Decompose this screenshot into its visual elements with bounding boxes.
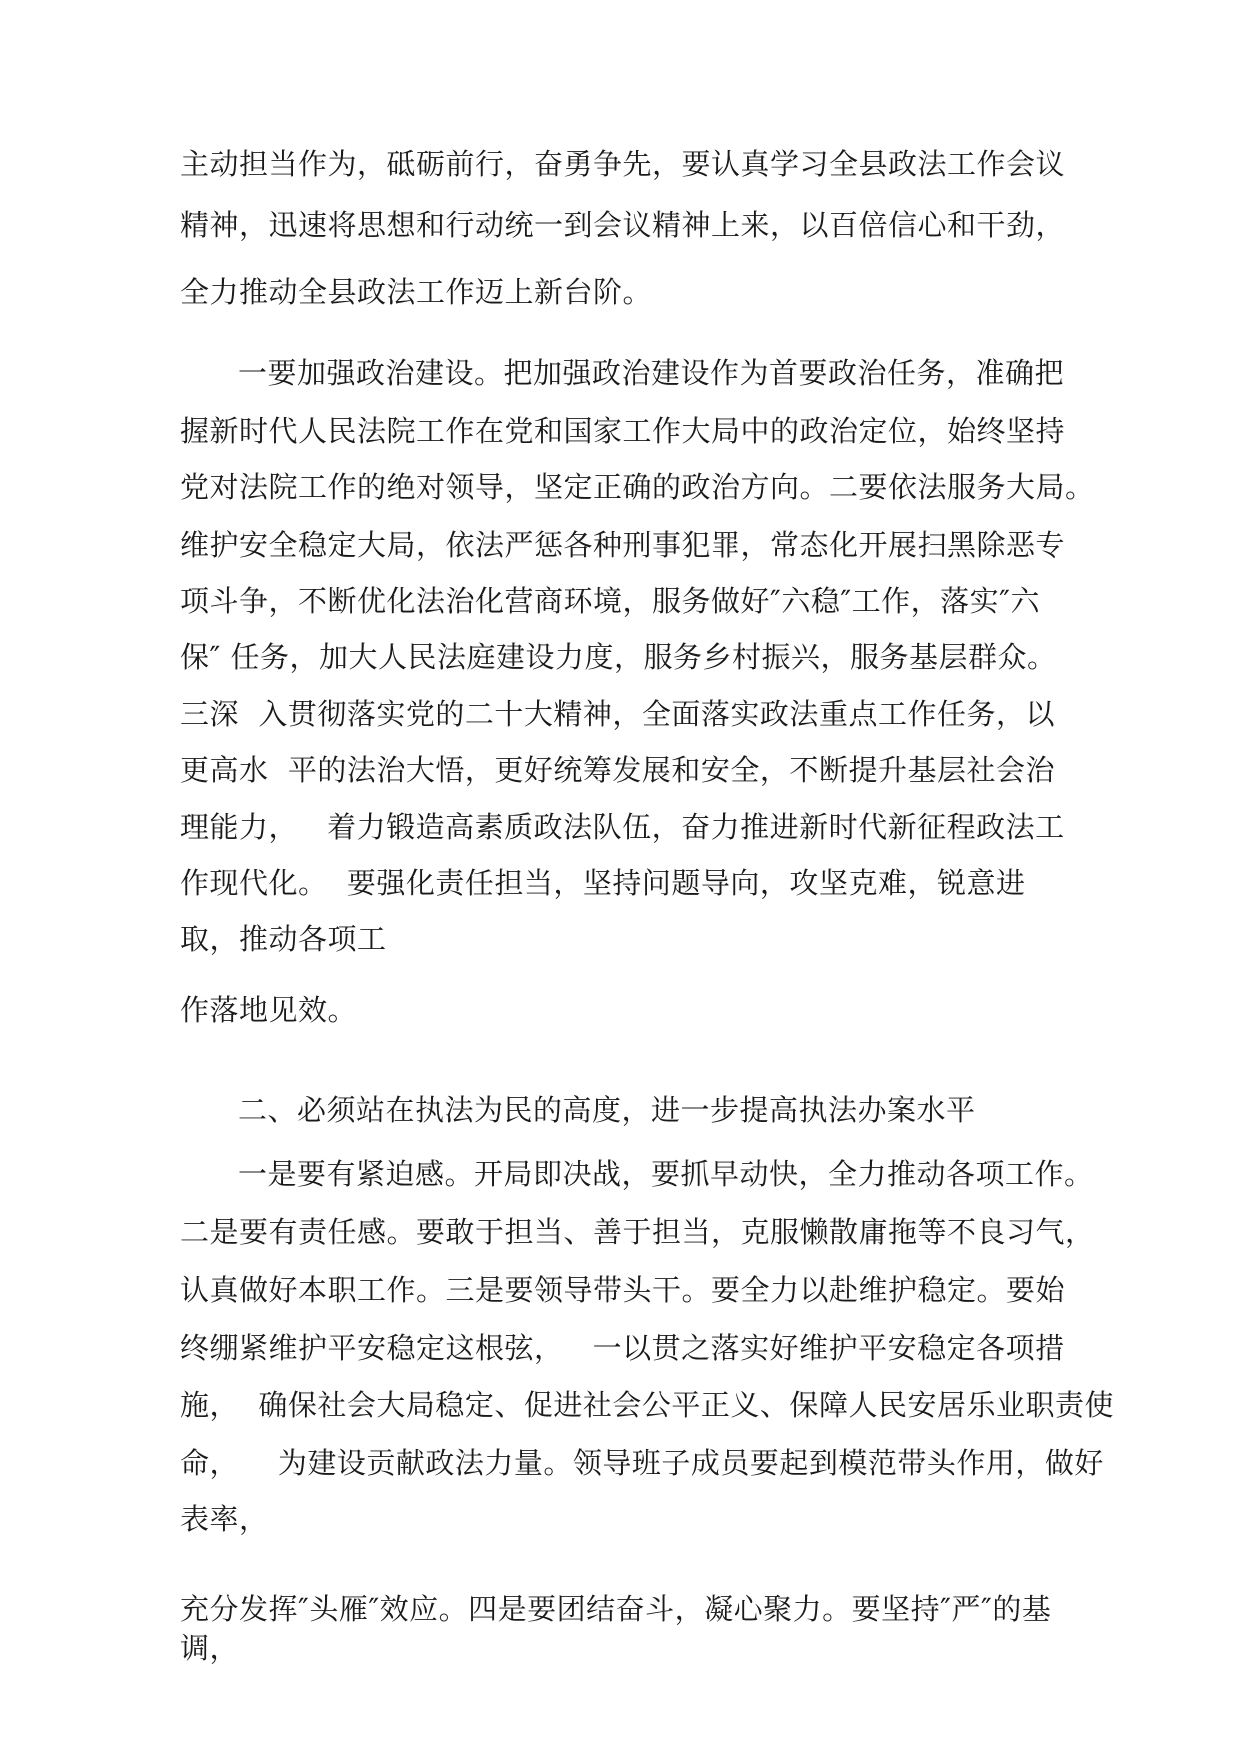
text-line: 表率， xyxy=(180,1502,269,1536)
text-line: 二是要有责任感。要敢于担当、善于担当，克服懒散庸拖等不良习气， xyxy=(180,1215,1095,1249)
paragraph-start-line: 一是要有紧迫感。开局即决战，要抓早动快，全力推动各项工作。 xyxy=(238,1157,1094,1191)
text-line: 命， 为建设贡献政法力量。领导班子成员要起到模范带头作用，做好 xyxy=(180,1446,1104,1480)
paragraph-start-line: 一要加强政治建设。把加强政治建设作为首要政治任务，准确把 xyxy=(238,356,1065,390)
text-line: 握新时代人民法院工作在党和国家工作大局中的政治定位，始终坚持 xyxy=(180,414,1066,448)
text-line: 终绷紧维护平安稳定这根弦， 一以贯之落实好维护平安稳定各项措 xyxy=(180,1331,1065,1365)
text-line: 调， xyxy=(180,1631,240,1665)
text-line: 更高水 平的法治大悟，更好统筹发展和安全，不断提升基层社会治 xyxy=(180,753,1055,787)
text-line: 维护安全稳定大局，依法严惩各种刑事犯罪，常态化开展扫黑除恶专 xyxy=(180,528,1066,562)
section-heading: 二、必须站在执法为民的高度，进一步提高执法办案水平 xyxy=(238,1093,976,1127)
text-line: 作现代化。 要强化责任担当，坚持问题导向，攻坚克难，锐意进 xyxy=(180,866,1026,900)
text-line: 党对法院工作的绝对领导，坚定正确的政治方向。二要依法服务大局。 xyxy=(180,470,1095,504)
text-line: 施， 确保社会大局稳定、促进社会公平正义、保障人民安居乐业职责使 xyxy=(180,1388,1114,1422)
text-line: 理能力， 着力锻造高素质政法队伍，奋力推进新时代新征程政法工 xyxy=(180,810,1065,844)
text-line: 认真做好本职工作。三是要领导带头干。要全力以赴维护稳定。要始 xyxy=(180,1273,1066,1307)
text-line: 主动担当作为，砥砺前行，奋勇争先，要认真学习全县政法工作会议 xyxy=(180,147,1066,181)
text-line: 保″ 任务，加大人民法庭建设力度，服务乡村振兴，服务基层群众。 xyxy=(180,640,1057,674)
text-line: 全力推动全县政法工作迈上新台阶。 xyxy=(180,275,653,309)
text-line: 项斗争，不断优化法治化营商环境，服务做好″六稳″工作，落实″六 xyxy=(180,584,1040,618)
text-line: 充分发挥″头雁″效应。四是要团结奋斗，凝心聚力。要坚持″严″的基 xyxy=(180,1592,1052,1626)
text-line: 精神，迅速将思想和行动统一到会议精神上来，以百倍信心和干劲， xyxy=(180,208,1066,242)
text-line: 三深 入贯彻落实党的二十大精神，全面落实政法重点工作任务，以 xyxy=(180,697,1055,731)
text-line: 作落地见效。 xyxy=(180,993,358,1027)
text-line: 取，推动各项工 xyxy=(180,922,387,956)
